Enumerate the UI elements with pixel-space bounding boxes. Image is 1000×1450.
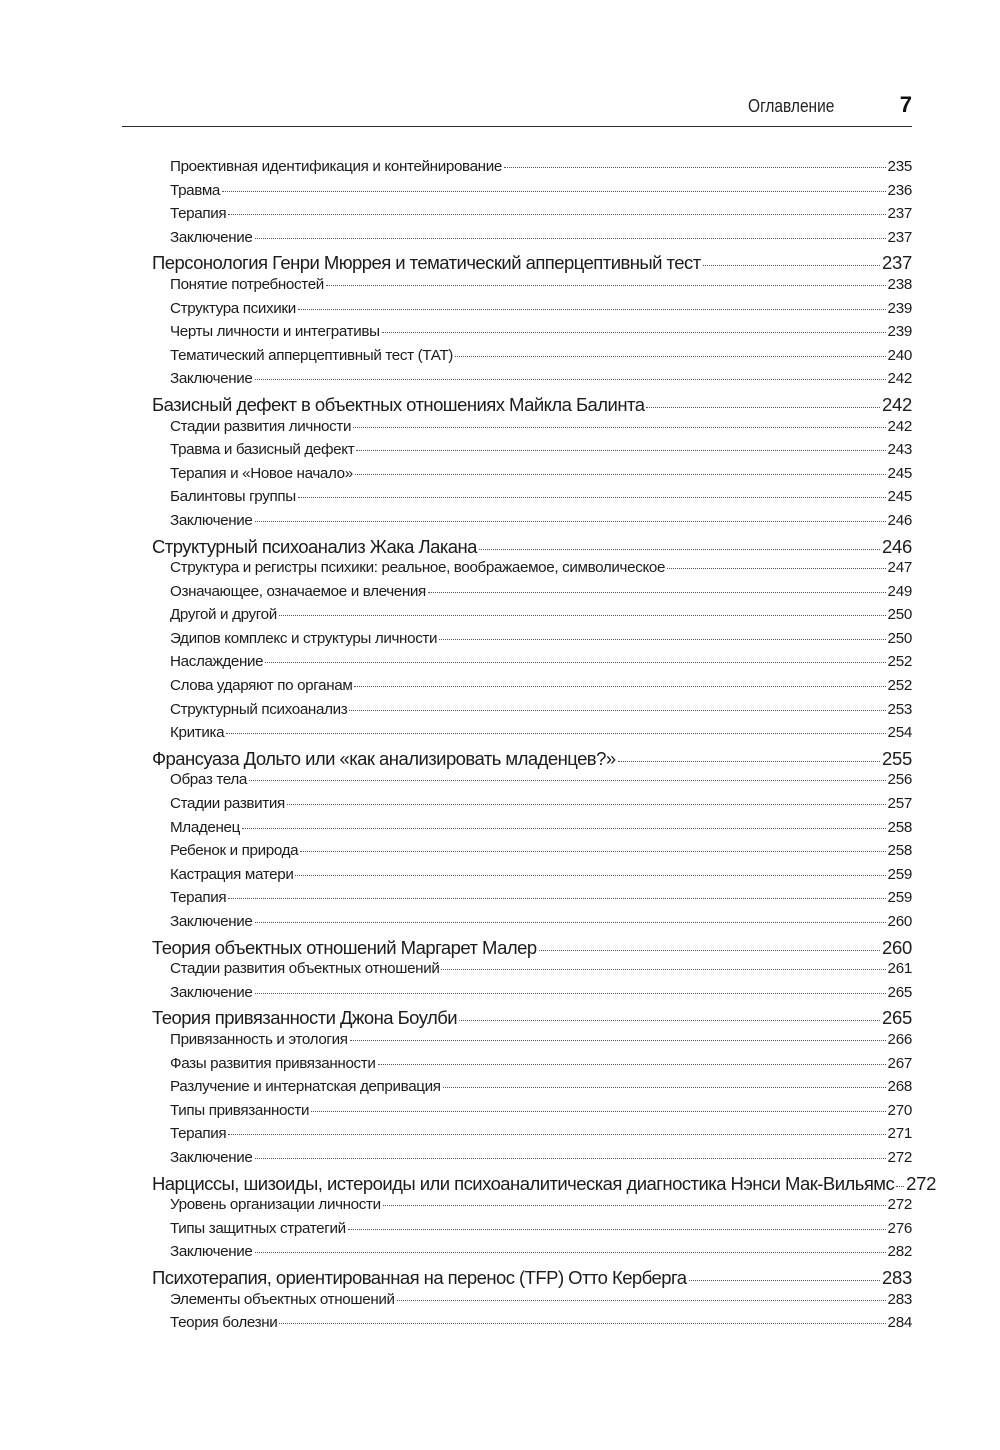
dot-leader [459, 1020, 880, 1021]
toc-entry-page: 267 [887, 1054, 912, 1072]
dot-leader [667, 568, 885, 569]
dot-leader [353, 427, 885, 428]
toc-entry-title: Уровень организации личности [170, 1196, 381, 1214]
toc-section-entry [0, 1220, 1000, 1244]
toc-entry-title: Другой и другой [170, 606, 277, 624]
toc-section-entry [0, 889, 1000, 913]
toc-section-entry [0, 653, 1000, 677]
toc-entry-title: Стадии развития личности [170, 417, 352, 435]
dot-leader [504, 167, 886, 168]
toc-entry-title: Понятие потребностей [170, 275, 324, 293]
toc-entry-page: 272 [887, 1196, 912, 1214]
toc-section-entry [0, 205, 1000, 229]
dot-leader [298, 497, 886, 498]
toc-entry-title: Теория болезни [170, 1314, 278, 1332]
toc-section-entry [0, 512, 1000, 536]
toc-entry-title: Привязанность и этология [170, 1030, 348, 1048]
dot-leader [300, 851, 885, 852]
toc-section-entry [0, 1102, 1000, 1126]
toc-section-entry [0, 984, 1000, 1008]
toc-entry-title: Элементы объектных отношений [170, 1290, 395, 1308]
toc-section-entry [0, 795, 1000, 819]
toc-entry-title: Заключение [170, 511, 253, 529]
toc-section-entry [0, 724, 1000, 748]
dot-leader [354, 686, 885, 687]
toc-entry-page: 243 [887, 441, 912, 459]
toc-section-entry [0, 1149, 1000, 1173]
toc-section-entry [0, 229, 1000, 253]
toc-chapter-entry [0, 1173, 1000, 1197]
toc-chapter-entry [0, 1007, 1000, 1031]
dot-leader [242, 828, 886, 829]
toc-section-entry [0, 441, 1000, 465]
toc-entry-title: Типы привязанности [170, 1101, 310, 1119]
dot-leader [279, 1323, 885, 1324]
dot-leader [350, 1040, 886, 1041]
toc-chapter-entry [0, 394, 1000, 418]
dot-leader [255, 379, 886, 380]
toc-section-entry [0, 1078, 1000, 1102]
toc-entry-page: 268 [887, 1078, 912, 1096]
toc-section-entry [0, 701, 1000, 725]
toc-entry-title: Нарциссы, шизоиды, истероиды или психоаналитическая диагностика Нэнси Мак-Вильямс [152, 1172, 895, 1194]
dot-leader [355, 474, 886, 475]
dot-leader [539, 950, 880, 951]
toc-entry-page: 259 [887, 889, 912, 907]
toc-entry-title: Структурный психоанализ [170, 700, 348, 718]
toc-entry-title: Слова ударяют по органам [170, 677, 353, 695]
dot-leader [279, 615, 886, 616]
dot-leader [397, 1300, 886, 1301]
toc-entry-page: 259 [887, 865, 912, 883]
toc-entry-title: Критика [170, 724, 225, 742]
toc-entry-title: Теория привязанности Джона Боулби [152, 1007, 458, 1029]
toc-entry-page: 253 [887, 700, 912, 718]
dot-leader [689, 1280, 881, 1281]
dot-leader [255, 238, 886, 239]
toc-entry-title: Терапия и «Новое начало» [170, 464, 353, 482]
dot-leader [249, 780, 886, 781]
toc-entry-page: 237 [882, 252, 912, 274]
toc-entry-page: 250 [887, 629, 912, 647]
toc-entry-page: 266 [887, 1030, 912, 1048]
toc-section-entry [0, 370, 1000, 394]
toc-entry-title: Младенец [170, 818, 241, 836]
running-title: Оглавление [747, 96, 834, 116]
toc-section-entry [0, 347, 1000, 371]
dot-leader [383, 1205, 886, 1206]
toc-entry-page: 254 [887, 724, 912, 742]
dot-leader [378, 1064, 886, 1065]
toc-section-entry [0, 913, 1000, 937]
toc-entry-page: 258 [887, 842, 912, 860]
dot-leader [618, 761, 880, 762]
toc-entry-page: 246 [882, 535, 912, 557]
toc-entry-title: Образ тела [170, 771, 247, 789]
toc-section-entry [0, 323, 1000, 347]
toc-entry-title: Стадии развития объектных отношений [170, 960, 440, 978]
toc-entry-page: 255 [882, 747, 912, 769]
toc-entry-page: 246 [887, 511, 912, 529]
toc-section-entry [0, 559, 1000, 583]
dot-leader [311, 1111, 885, 1112]
toc-entry-title: Теория объектных отношений Маргарет Малер [152, 936, 537, 958]
dot-leader [479, 549, 880, 550]
dot-leader [228, 1134, 885, 1135]
toc-entry-page: 236 [887, 181, 912, 199]
dot-leader [226, 733, 885, 734]
toc-entry-title: Означающее, означаемое и влечения [170, 582, 426, 600]
toc-section-entry [0, 630, 1000, 654]
toc-entry-title: Травма и базисный дефект [170, 441, 355, 459]
toc-chapter-entry [0, 1267, 1000, 1291]
toc-entry-title: Терапия [170, 205, 227, 223]
dot-leader [255, 993, 886, 994]
toc-entry-page: 242 [882, 393, 912, 415]
toc-entry-title: Структура и регистры психики: реальное, воображаемое, символическое [170, 559, 666, 577]
toc-section-entry [0, 771, 1000, 795]
toc-section-entry [0, 465, 1000, 489]
toc-section-entry [0, 677, 1000, 701]
toc-entry-page: 257 [887, 795, 912, 813]
toc-entry-title: Наслаждение [170, 653, 264, 671]
toc-section-entry [0, 418, 1000, 442]
toc-entry-title: Заключение [170, 228, 253, 246]
dot-leader [326, 285, 886, 286]
dot-leader [443, 1087, 886, 1088]
toc-section-entry [0, 300, 1000, 324]
toc-section-entry [0, 182, 1000, 206]
toc-entry-page: 283 [887, 1290, 912, 1308]
toc-entry-page: 272 [906, 1172, 937, 1194]
toc-entry-title: Структура психики [170, 299, 296, 317]
page-header [122, 92, 912, 127]
toc-section-entry [0, 866, 1000, 890]
toc-entry-page: 270 [887, 1101, 912, 1119]
toc-entry-page: 239 [887, 323, 912, 341]
toc-entry-page: 235 [887, 158, 912, 175]
toc-section-entry [0, 1031, 1000, 1055]
toc-section-entry [0, 819, 1000, 843]
dot-leader [255, 521, 886, 522]
toc-section-entry [0, 1314, 1000, 1338]
dot-leader [896, 1186, 904, 1187]
toc-entry-page: 261 [887, 960, 912, 978]
toc-entry-title: Черты личности и интегративы [170, 323, 380, 341]
dot-leader [646, 407, 880, 408]
toc-entry-title: Терапия [170, 889, 227, 907]
toc-chapter-entry [0, 937, 1000, 961]
toc-entry-title: Типы защитных стратегий [170, 1219, 346, 1237]
toc-entry-title: Фазы развития привязанности [170, 1054, 376, 1072]
toc-section-entry [0, 1196, 1000, 1220]
toc-entry-page: 260 [887, 913, 912, 930]
toc-entry-page: 239 [887, 299, 912, 317]
toc-entry-page: 265 [882, 1007, 912, 1029]
toc-entry-title: Заключение [170, 983, 253, 1001]
dot-leader [441, 969, 885, 970]
toc-entry-title: Базисный дефект в объектных отношениях Майкла Балинта [152, 393, 645, 415]
dot-leader [255, 922, 886, 923]
toc-entry-page: 284 [887, 1314, 912, 1332]
dot-leader [703, 265, 880, 266]
toc-entry-page: 260 [882, 936, 912, 958]
toc-entry-title: Кастрация матери [170, 865, 294, 883]
dot-leader [255, 1158, 886, 1159]
dot-leader [349, 710, 885, 711]
toc-entry-title: Проективная идентификация и контейнирование [170, 158, 502, 175]
toc-entry-page: 250 [887, 606, 912, 624]
dot-leader [298, 309, 886, 310]
dot-leader [228, 898, 885, 899]
toc-entry-title: Франсуаза Дольто или «как анализировать младенцев?» [152, 747, 616, 769]
toc-chapter-entry [0, 252, 1000, 276]
toc-entry-title: Тематический апперцептивный тест (ТАТ) [170, 346, 453, 364]
toc-entry-title: Структурный психоанализ Жака Лакана [152, 535, 477, 557]
toc-entry-title: Заключение [170, 913, 253, 930]
toc-entry-page: 265 [887, 983, 912, 1001]
toc-entry-page: 282 [887, 1243, 912, 1261]
dot-leader [439, 639, 885, 640]
toc-section-entry [0, 1125, 1000, 1149]
toc-entry-page: 237 [887, 228, 912, 246]
toc-section-entry [0, 276, 1000, 300]
toc-entry-title: Разлучение и интернатская депривация [170, 1078, 441, 1096]
dot-leader [255, 1252, 886, 1253]
toc-entry-title: Заключение [170, 1243, 253, 1261]
dot-leader [382, 332, 886, 333]
table-of-contents [0, 158, 1000, 1338]
dot-leader [356, 450, 885, 451]
toc-entry-title: Ребенок и природа [170, 842, 299, 860]
toc-entry-title: Психотерапия, ориентированная на перенос (TFP) Отто Керберга [152, 1266, 687, 1288]
toc-entry-page: 276 [887, 1219, 912, 1237]
toc-entry-page: 242 [887, 370, 912, 388]
dot-leader [348, 1229, 886, 1230]
toc-section-entry [0, 488, 1000, 512]
toc-entry-title: Персонология Генри Мюррея и тематический апперцептивный тест [152, 252, 701, 274]
toc-entry-page: 245 [887, 464, 912, 482]
dot-leader [428, 592, 886, 593]
toc-entry-page: 249 [887, 582, 912, 600]
dot-leader [455, 356, 886, 357]
page-number: 7 [899, 92, 912, 117]
toc-entry-page: 271 [887, 1125, 912, 1143]
dot-leader [265, 662, 885, 663]
toc-entry-page: 258 [887, 818, 912, 836]
toc-entry-page: 256 [887, 771, 912, 789]
toc-section-entry [0, 606, 1000, 630]
toc-entry-page: 252 [887, 653, 912, 671]
dot-leader [287, 804, 886, 805]
toc-entry-page: 242 [887, 417, 912, 435]
dot-leader [222, 191, 886, 192]
toc-entry-title: Заключение [170, 1148, 253, 1166]
toc-section-entry [0, 960, 1000, 984]
toc-entry-page: 272 [887, 1148, 912, 1166]
toc-entry-page: 237 [887, 205, 912, 223]
toc-entry-title: Эдипов комплекс и структуры личности [170, 629, 438, 647]
toc-entry-title: Терапия [170, 1125, 227, 1143]
toc-entry-title: Балинтовы группы [170, 488, 296, 506]
dot-leader [295, 875, 885, 876]
toc-section-entry [0, 1291, 1000, 1315]
toc-section-entry [0, 158, 1000, 182]
toc-entry-page: 247 [887, 559, 912, 577]
toc-entry-page: 252 [887, 677, 912, 695]
toc-entry-page: 283 [882, 1266, 912, 1288]
toc-entry-page: 245 [887, 488, 912, 506]
toc-chapter-entry [0, 748, 1000, 772]
toc-section-entry [0, 842, 1000, 866]
toc-entry-title: Травма [170, 181, 221, 199]
toc-chapter-entry [0, 536, 1000, 560]
toc-entry-page: 240 [887, 346, 912, 364]
toc-entry-page: 238 [887, 275, 912, 293]
toc-section-entry [0, 1243, 1000, 1267]
toc-section-entry [0, 583, 1000, 607]
toc-entry-title: Заключение [170, 370, 253, 388]
toc-section-entry [0, 1055, 1000, 1079]
dot-leader [228, 214, 885, 215]
toc-entry-title: Стадии развития [170, 795, 285, 813]
